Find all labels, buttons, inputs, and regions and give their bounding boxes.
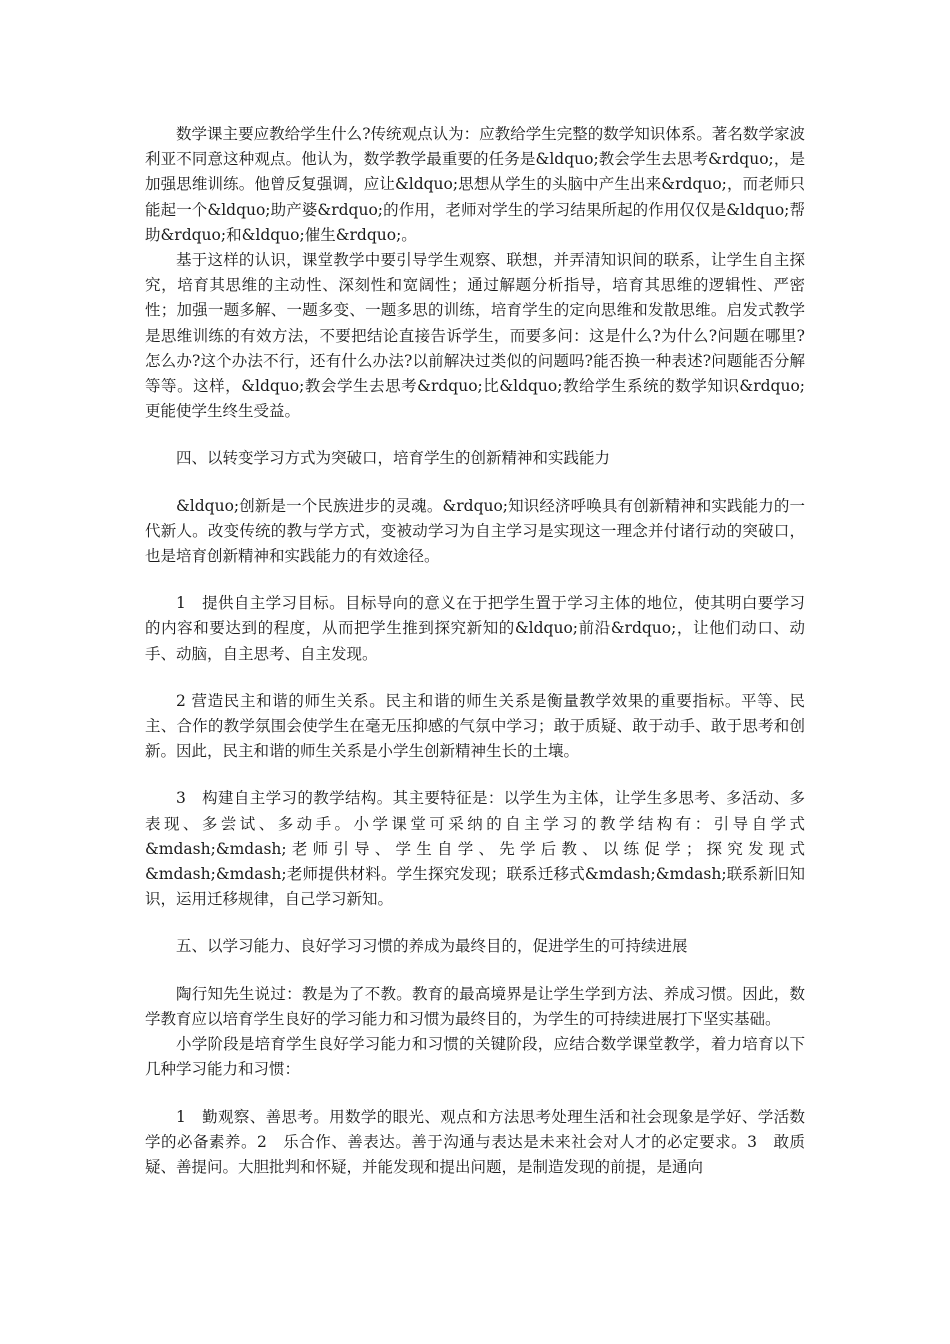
paragraph-habits-list: 1 勤观察、善思考。用数学的眼光、观点和方法思考处理生活和社会现象是学好、学活数学的必备素养。2 乐合作、善表达。善于沟通与表达是未来社会对人才的必定要求。3 敢质疑、善提问。大胆批判和怀疑，并能发现和提出问题，是制造发现的前提，是通向 [145, 1107, 805, 1176]
list-item-2-teacher-student-relations: 2 营造民主和谐的师生关系。民主和谐的师生关系是衡量教学效果的重要指标。平等、民主、合作的教学氛围会使学生在毫无压抑感的气氛中学习；敢于质疑、敢于动手、敢于思考和创新。因此，民主和谐的师生关系是小学生创新精神生长的土壤。 [145, 691, 805, 761]
paragraph-innovation: &ldquo;创新是一个民族进步的灵魂。&rdquo;知识经济呼唤具有创新精神和实践能力的一代新人。改变传统的教与学方式，变被动学习为自主学习是实现这一理念并付诸行动的突破口，也是培育创新精神和实践能力的有效途径。 [145, 496, 805, 566]
section-heading-5: 五、以学习能力、良好学习习惯的养成为最终目的，促进学生的可持续进展 [176, 937, 688, 956]
list-item-1-learning-goals: 1 提供自主学习目标。目标导向的意义在于把学生置于学习主体的地位，使其明白要学习的内容和要达到的程度，从而把学生推到探究新知的&ldquo;前沿&rdquo;，让他们动口、动手、动脑，自主思考、自主发现。 [145, 594, 805, 663]
list-item-3-teaching-structure: 3 构建自主学习的教学结构。其主要特征是：以学生为主体，让学生多思考、多活动、多表现、多尝试、多动手。小学课堂可采纳的自主学习的教学结构有：引导自学式&mdash;&mdash;老师引导、学生自学、先学后教、以练促学；探究发现式&mdash;&mdash;老师提供材料。学生探究发现；联系迁移式&mdash;&mdash;联系新旧知识，运用迁移规律，自己学习新知。 [145, 789, 805, 909]
paragraph-key-stage: 小学阶段是培育学生良好学习能力和习惯的关键阶段，应结合数学课堂教学，着力培育以下几种学习能力和习惯： [145, 1035, 805, 1079]
section-heading-4: 四、以转变学习方式为突破口，培育学生的创新精神和实践能力 [176, 449, 611, 468]
paragraph-thinking-training: 数学课主要应教给学生什么?传统观点认为：应教给学生完整的数学知识体系。著名数学家波利亚不同意这种观点。他认为，数学教学最重要的任务是&ldquo;教会学生去思考&rdquo;，是加强思维训练。他曾反复强调，应让&ldquo;思想从学生的头脑中产生出来&rdquo;，而老师只能起一个&ldquo;助产婆&rdquo;的作用，老师对学生的学习结果所起的作用仅仅是&ldquo;帮助&rdquo;和&ldquo;催生&rdquo;。 [145, 125, 805, 244]
paragraph-tao-xingzhi: 陶行知先生说过：教是为了不教。教育的最高境界是让学生学到方法、养成习惯。因此，数学教育应以培育学生良好的学习能力和习惯为最终目的，为学生的可持续进展打下坚实基础。 [145, 984, 805, 1028]
document-body [145, 122, 805, 1180]
paragraph-classroom-guidance: 基于这样的认识，课堂教学中要引导学生观察、联想，并弄清知识间的联系，让学生自主探究，培育其思维的主动性、深刻性和宽阔性；通过解题分析指导，培育其思维的逻辑性、严密性；加强一题多解、一题多变、一题多思的训练，培育学生的定向思维和发散思维。启发式教学是思维训练的有效方法，不要把结论直接告诉学生，而要多问：这是什么?为什么?问题在哪里?怎么办?这个办法不行，还有什么办法?以前解决过类似的问题吗?能否换一种表述?问题能否分解等等。这样，&ldquo;教会学生去思考&rdquo;比&ldquo;教给学生系统的数学知识&rdquo;更能使学生终生受益。 [145, 251, 805, 421]
